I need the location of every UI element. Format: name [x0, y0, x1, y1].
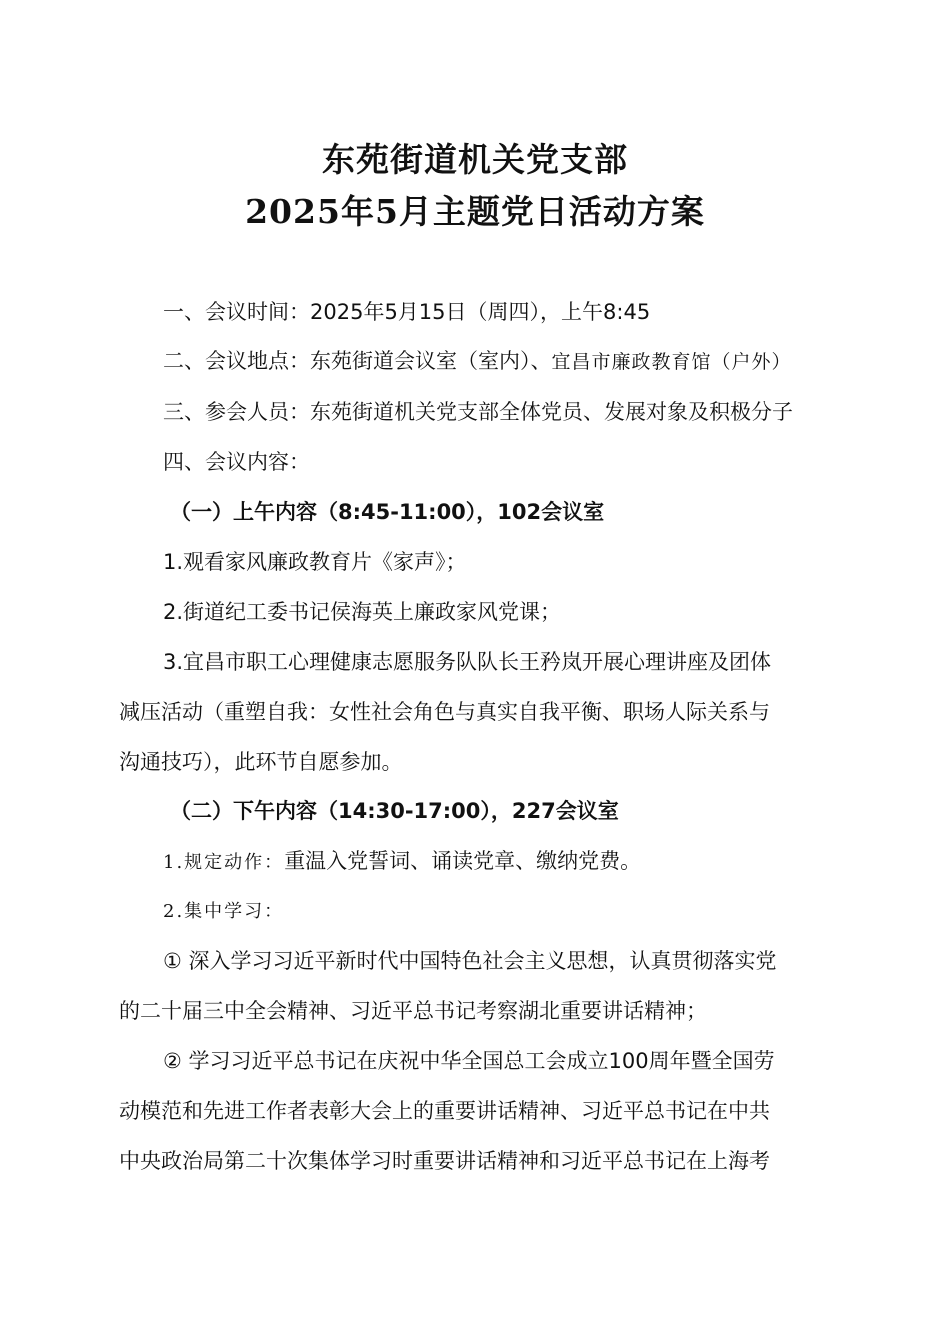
afternoon-item-1-text: 重温入党誓词、诵读党章、缴纳党费。 — [284, 849, 642, 873]
study-2-line3: 中央政治局第二十次集体学习时重要讲话精神和习近平总书记在上海考 — [119, 1149, 770, 1173]
study-1-line1: ① 深入学习习近平新时代中国特色社会主义思想，认真贯彻落实党 — [163, 949, 777, 973]
document-title-line2: 2025年5月主题党日活动方案 — [245, 192, 705, 231]
document-title-line1: 东苑街道机关党支部 — [322, 140, 628, 179]
content-heading: 四、会议内容： — [163, 450, 310, 474]
study-2-line2: 动模范和先进工作者表彰大会上的重要讲话精神、习近平总书记在中共 — [119, 1099, 770, 1123]
morning-heading: （一）上午内容（8:45-11:00），102会议室 — [170, 500, 605, 524]
morning-item-1: 1.观看家风廉政教育片《家声》； — [163, 550, 467, 574]
morning-item-3-line3: 沟通技巧），此环节自愿参加。 — [119, 750, 403, 774]
afternoon-item-2: 2.集中学习： — [163, 901, 285, 922]
morning-item-2: 2.街道纪工委书记侯海英上廉政家风党课； — [163, 600, 562, 624]
morning-item-3-line2: 减压活动（重塑自我：女性社会角色与真实自我平衡、职场人际关系与 — [119, 700, 770, 724]
meeting-place-indoor: 二、会议地点：东苑街道会议室（室内）、 — [163, 349, 552, 373]
meeting-time: 一、会议时间：2025年5月15日（周四），上午8:45 — [163, 300, 651, 324]
attendees: 三、参会人员：东苑街道机关党支部全体党员、发展对象及积极分子 — [163, 400, 793, 424]
study-1-line2: 的二十届三中全会精神、习近平总书记考察湖北重要讲话精神； — [119, 999, 707, 1023]
meeting-place — [163, 347, 792, 376]
afternoon-item-1-label: 1.规定动作： — [163, 852, 285, 873]
meeting-place-outdoor: 宜昌市廉政教育馆（户外） — [551, 351, 792, 373]
study-2-line1: ② 学习习近平总书记在庆祝中华全国总工会成立100周年暨全国劳 — [163, 1049, 775, 1073]
afternoon-heading: （二）下午内容（14:30-17:00），227会议室 — [170, 799, 619, 823]
afternoon-item-1 — [163, 847, 641, 877]
morning-item-3-line1: 3.宜昌市职工心理健康志愿服务队队长王矜岚开展心理讲座及团体 — [163, 650, 772, 674]
